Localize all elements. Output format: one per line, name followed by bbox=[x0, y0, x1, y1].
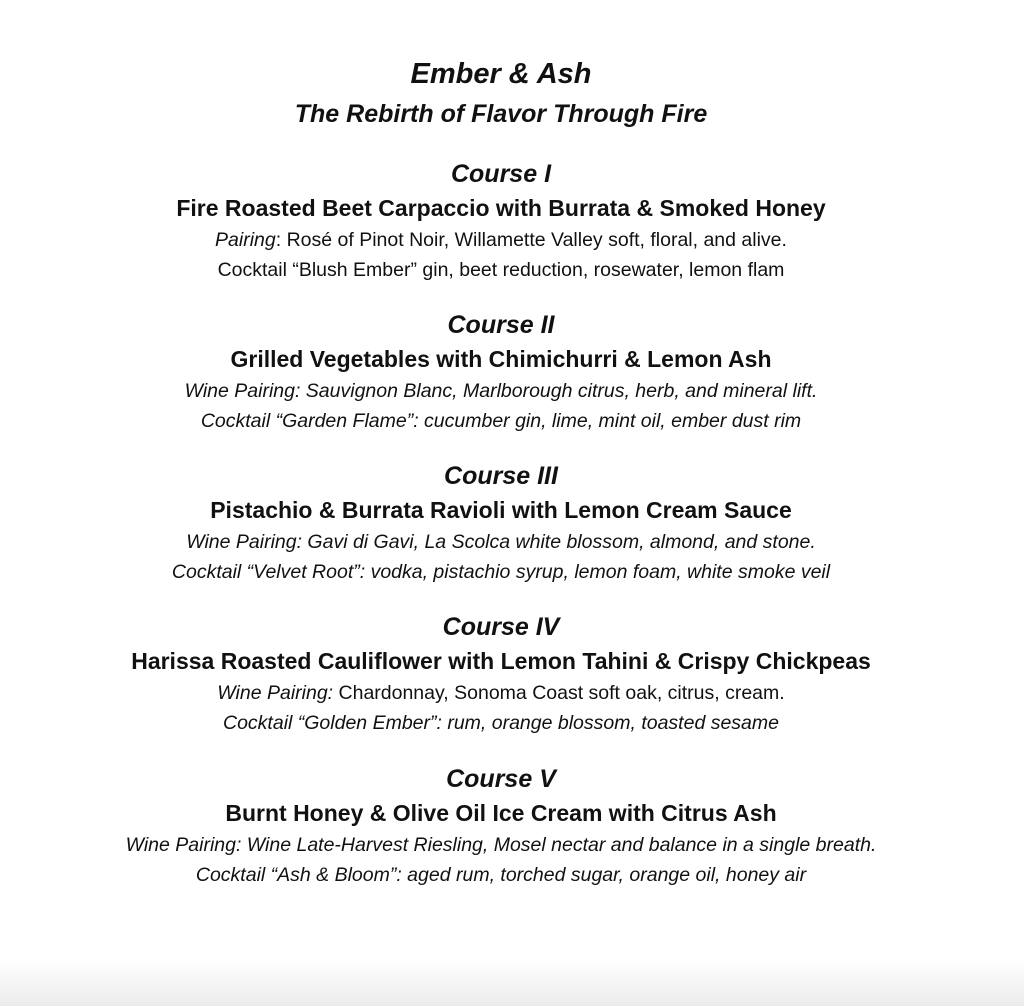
course-2 bbox=[0, 308, 1002, 436]
wine-pairing bbox=[0, 225, 1002, 255]
wine-pairing-label: Pairing bbox=[215, 229, 276, 251]
course-3 bbox=[0, 459, 1002, 587]
dish-name: Grilled Vegetables with Chimichurri & Lemon Ash bbox=[230, 346, 772, 372]
wine-pairing: Wine Pairing: Gavi di Gavi, La Scolca white blossom, almond, and stone. bbox=[186, 531, 816, 553]
course-number: Course III bbox=[444, 462, 558, 490]
dish-name: Burnt Honey & Olive Oil Ice Cream with Citrus Ash bbox=[225, 800, 777, 826]
dish-name: Pistachio & Burrata Ravioli with Lemon Cream Sauce bbox=[210, 497, 792, 523]
course-number: Course I bbox=[450, 160, 552, 188]
menu-title: Ember & Ash bbox=[410, 58, 592, 90]
wine-pairing-text: Chardonnay, Sonoma Coast soft oak, citrus, cream. bbox=[333, 682, 785, 704]
course-number: Course II bbox=[447, 311, 555, 339]
cocktail-pairing: Cocktail “Golden Ember”: rum, orange blossom, toasted sesame bbox=[223, 712, 779, 734]
cocktail-pairing: Cocktail “Blush Ember” gin, beet reduction, rosewater, lemon flam bbox=[217, 259, 785, 281]
course-4 bbox=[0, 610, 1002, 738]
wine-pairing bbox=[0, 678, 1002, 708]
bottom-shadow bbox=[0, 958, 1024, 1006]
course-5 bbox=[0, 762, 1002, 890]
wine-pairing-text: : Rosé of Pinot Noir, Willamette Valley soft, floral, and alive. bbox=[275, 229, 787, 251]
wine-pairing: Wine Pairing: Wine Late-Harvest Riesling, Mosel nectar and balance in a single breath. bbox=[125, 834, 877, 856]
cocktail-pairing: Cocktail “Garden Flame”: cucumber gin, lime, mint oil, ember dust rim bbox=[200, 410, 802, 432]
dish-name: Fire Roasted Beet Carpaccio with Burrata & Smoked Honey bbox=[176, 195, 826, 221]
course-number: Course IV bbox=[442, 613, 560, 641]
cocktail-pairing: Cocktail “Velvet Root”: vodka, pistachio syrup, lemon foam, white smoke veil bbox=[171, 561, 831, 583]
cocktail-pairing: Cocktail “Ash & Bloom”: aged rum, torched sugar, orange oil, honey air bbox=[195, 864, 807, 886]
course-1 bbox=[0, 157, 1002, 285]
menu-subtitle: The Rebirth of Flavor Through Fire bbox=[294, 100, 708, 128]
dish-name: Harissa Roasted Cauliflower with Lemon Tahini & Crispy Chickpeas bbox=[131, 648, 871, 674]
wine-pairing-label: Wine Pairing: bbox=[217, 682, 334, 704]
wine-pairing: Wine Pairing: Sauvignon Blanc, Marlborough citrus, herb, and mineral lift. bbox=[184, 380, 818, 402]
course-number: Course V bbox=[446, 765, 556, 793]
